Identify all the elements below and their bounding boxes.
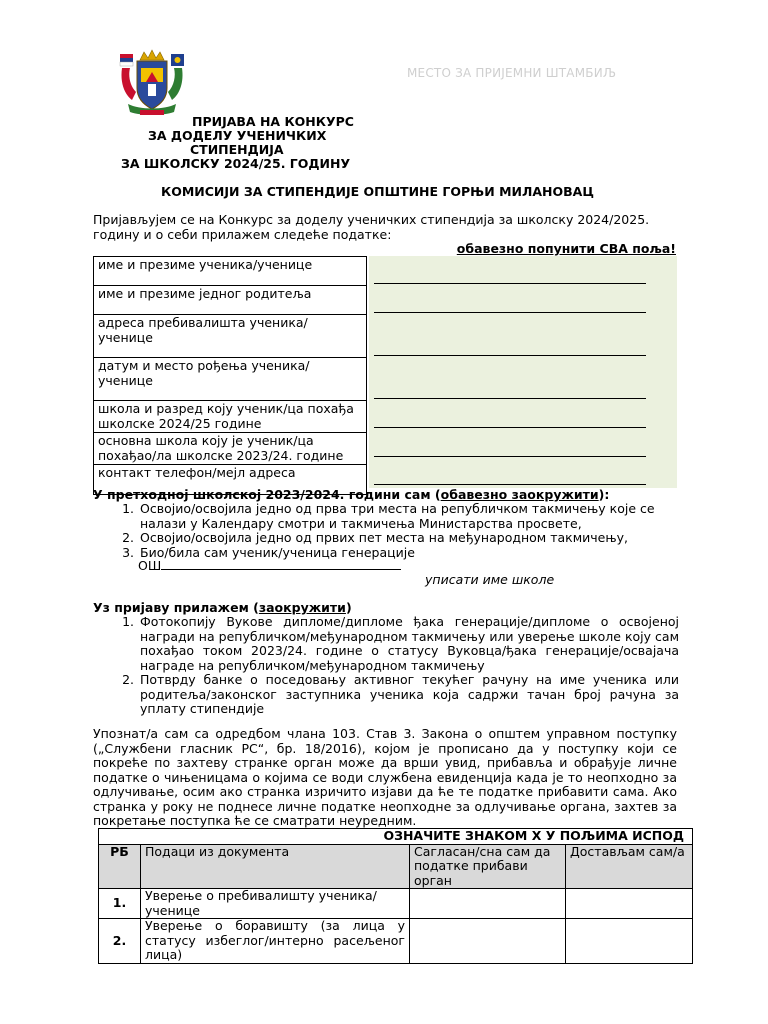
col-header-consent: Сагласан/сна сам да податке прибави орган	[410, 844, 566, 889]
student-name-input[interactable]	[374, 283, 646, 284]
self-deliver-cell[interactable]	[566, 889, 693, 919]
table-row	[99, 919, 693, 964]
school-name-input[interactable]	[161, 559, 401, 570]
field-label-parent-name: име и презиме једног родитеља	[94, 286, 367, 315]
prev-year-options	[113, 502, 679, 560]
consent-cell[interactable]	[410, 889, 566, 919]
form-title-line-3: СТИПЕНДИЈА	[190, 142, 284, 157]
table-banner: ОЗНАЧИТЕ ЗНАКОМ Х У ПОЉИМА ИСПОД	[99, 829, 693, 845]
attachments-heading: Уз пријаву прилажем (заокружити)	[93, 600, 352, 615]
field-label-current-school: школа и разред коју ученик/ца похађа школске 2024/25 године	[94, 401, 367, 433]
prev-year-heading: У претходној школској 2023/2024. години сам (обавезно заокружити):	[93, 487, 610, 502]
field-label-student-name: име и презиме ученика/ученице	[94, 257, 367, 286]
attachment-option-1[interactable]: 1. Фотокопију Вукове дипломе/дипломе ђака генерације/дипломе о освојеној награди на републичком/међународном такмичењу или уверење школе коју сам похађао током 2023/24. године о статусу Вуковца/ђака генерације/освајача награде на републичком/међународном такмичењу	[138, 615, 679, 673]
previous-school-input[interactable]	[374, 456, 646, 457]
law-notice: Упознат/а сам са одредбом члана 103. Став 3. Закона о општем управном поступку („Службени гласник РС“, бр. 18/2016), којом је прописано да у поступку који се покреће по захтеву странке орган може да врши увид, прибавља и обрађује личне податке о чињеницама о којима се води службена евиденција када је то неопходно за одлучивање, осим ако странка изричито изјави да ће те податке прибавити сама. Ако странка у року не поднесе личне податке неопходне за одлучивање органа, захтев за покретање поступка ће се сматрати неуредним.	[93, 726, 677, 828]
field-label-previous-school: основна школа коју је ученик/ца похађао/ла школске 2023/24. године	[94, 433, 367, 465]
form-title-line-4: ЗА ШКОЛСКУ 2024/25. ГОДИНУ	[121, 156, 351, 171]
consent-cell[interactable]	[410, 919, 566, 964]
prev-year-option-2[interactable]: 2. Освојио/освојила једно од првих пет места на међународном такмичењу,	[138, 531, 679, 546]
field-label-address: адреса пребивалишта ученика/ученице	[94, 315, 367, 358]
intro-text: Пријављујем се на Конкурс за доделу ученичких стипендија за школску 2024/2025. годину и о себи прилажем следеће податке:	[93, 212, 650, 242]
form-title-line-1: ПРИЈАВА НА КОНКУРС	[192, 114, 354, 129]
col-header-self: Достављам сам/а	[566, 844, 693, 889]
address-input[interactable]	[374, 355, 646, 356]
row-number: 2.	[99, 919, 141, 964]
row-number: 1.	[99, 889, 141, 919]
contact-input[interactable]	[374, 484, 646, 485]
field-label-birth: датум и место рођења ученика/ученице	[94, 358, 367, 401]
prev-year-option-3[interactable]: 3. Био/била сам ученик/ученица генерације	[138, 546, 679, 561]
committee-heading: КОМИСИЈИ ЗА СТИПЕНДИЈЕ ОПШТИНЕ ГОРЊИ МИЛАНОВАЦ	[161, 184, 594, 199]
row-document: Уверење о пребивалишту ученика/ученице	[141, 889, 410, 919]
school-name-hint: уписати име школе	[425, 572, 555, 587]
attachments-list	[113, 615, 679, 717]
current-school-input[interactable]	[374, 427, 646, 428]
attachment-option-2[interactable]: 2. Потврду банке о поседовању активног текућег рачуну на име ученика или родитеља/законског заступника ученика која садржи тачан број рачуна за уплату стипендије	[138, 673, 679, 717]
documents-table	[98, 828, 693, 964]
coat-of-arms-icon	[118, 48, 186, 118]
field-label-contact: контакт телефон/мејл адреса	[94, 465, 367, 495]
col-header-doc: Подаци из документа	[141, 844, 410, 889]
parent-name-input[interactable]	[374, 312, 646, 313]
stamp-placeholder: МЕСТО ЗА ПРИЈЕМНИ ШТАМБИЉ	[407, 66, 617, 80]
school-name-line: ОШ	[138, 559, 401, 574]
col-header-num: РБ	[99, 844, 141, 889]
birth-input[interactable]	[374, 398, 646, 399]
table-row	[99, 889, 693, 919]
row-document: Уверење о боравишту (за лица у статусу избеглог/интерно расељеног лица)	[141, 919, 410, 964]
form-title-line-2: ЗА ДОДЕЛУ УЧЕНИЧКИХ	[148, 128, 327, 143]
self-deliver-cell[interactable]	[566, 919, 693, 964]
fields-fill-area	[369, 256, 677, 488]
prev-year-option-1[interactable]: 1. Освојио/освојила једно од прва три места на републичком такмичењу које се налази у Календару смотри и такмичења Министарства просвете,	[138, 502, 679, 531]
applicant-fields-table	[93, 256, 367, 495]
required-note: обавезно попунити СВА поља!	[456, 241, 676, 256]
